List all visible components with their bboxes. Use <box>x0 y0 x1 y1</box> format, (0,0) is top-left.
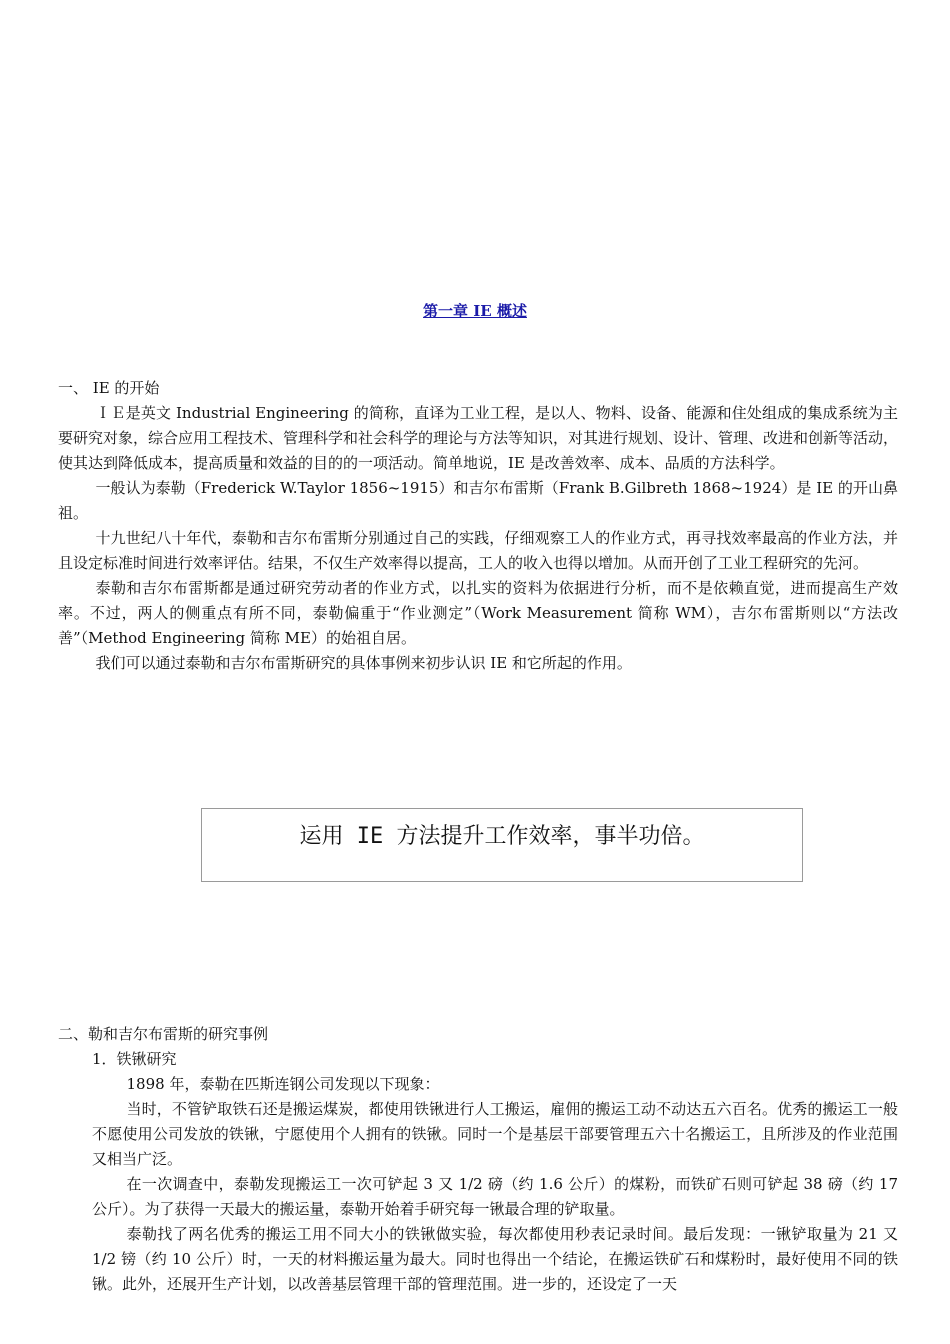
section-heading: 二、勒和吉尔布雷斯的研究事例 <box>58 1025 269 1043</box>
paragraph: 一般认为泰勒（Frederick W.Taylor 1856~1915）和吉尔布雷斯（Frank B.Gilbreth 1868~1924）是 IE 的开山鼻祖。 <box>58 479 898 522</box>
paragraph: ＩＥ是英文 Industrial Engineering 的简称，直译为工业工程，是以人、物料、设备、能源和住处组成的集成系统为主要研究对象，综合应用工程技术、管理科学和社会科学的理论与方法等知识，对其进行规划、设计、管理、改进和创新等活动，使其达到降低成本，提高质量和效益的目的的一项活动。简单地说，IE 是改善效率、成本、品质的方法科学。 <box>58 404 899 472</box>
section-research-cases <box>58 1022 898 1297</box>
chapter-title[interactable]: 第一章 IE 概述 <box>423 302 527 320</box>
paragraph: 当时，不管铲取铁石还是搬运煤炭，都使用铁锹进行人工搬运，雇佣的搬运工动不动达五六百名。优秀的搬运工一般不愿使用公司发放的铁锹，宁愿使用个人拥有的铁锹。同时一个是基层干部要管理五六十名搬运工，且所涉及的作业范围又相当广泛。 <box>92 1100 898 1168</box>
paragraph: 1898 年，泰勒在匹斯连钢公司发现以下现象： <box>126 1075 440 1093</box>
section-ie-beginning <box>58 376 898 676</box>
section-heading: 一、 IE 的开始 <box>58 379 160 397</box>
sub-heading: 1．铁锹研究 <box>92 1050 177 1068</box>
paragraph: 我们可以通过泰勒和吉尔布雷斯研究的具体事例来初步认识 IE 和它所起的作用。 <box>95 654 632 672</box>
callout-box <box>201 808 803 882</box>
paragraph: 十九世纪八十年代，泰勒和吉尔布雷斯分别通过自己的实践，仔细观察工人的作业方式，再寻找效率最高的作业方法，并且设定标准时间进行效率评估。结果，不仅生产效率得以提高，工人的收入也得以增加。从而开创了工业工程研究的先河。 <box>58 529 898 572</box>
paragraph: 在一次调查中，泰勒发现搬运工一次可铲起 3 又 1/2 磅（约 1.6 公斤）的煤粉，而铁矿石则可铲起 38 磅（约 17 公斤）。为了获得一天最大的搬运量，泰勒开始着手研究每一锹最合理的铲取量。 <box>92 1175 898 1218</box>
paragraph: 泰勒找了两名优秀的搬运工用不同大小的铁锹做实验，每次都使用秒表记录时间。最后发现：一锹铲取量为 21 又 1/2 镑（约 10 公斤）时，一天的材料搬运量为最大。同时也得出一个结论，在搬运铁矿石和煤粉时，最好使用不同的铁锹。此外，还展开生产计划，以改善基层管理干部的管理范围。进一步的，还设定了一天 <box>92 1225 898 1293</box>
callout-text: 运用 IE 方法提升工作效率，事半功倍。 <box>299 824 705 849</box>
paragraph: 泰勒和吉尔布雷斯都是通过研究劳动者的作业方式，以扎实的资料为依据进行分析，而不是依赖直觉，进而提高生产效率。不过，两人的侧重点有所不同，泰勒偏重于“作业测定”（Work Measurement 简称 WM），吉尔布雷斯则以“方法改善”（Method Engineering 简称 ME）的始祖自居。 <box>58 579 898 647</box>
